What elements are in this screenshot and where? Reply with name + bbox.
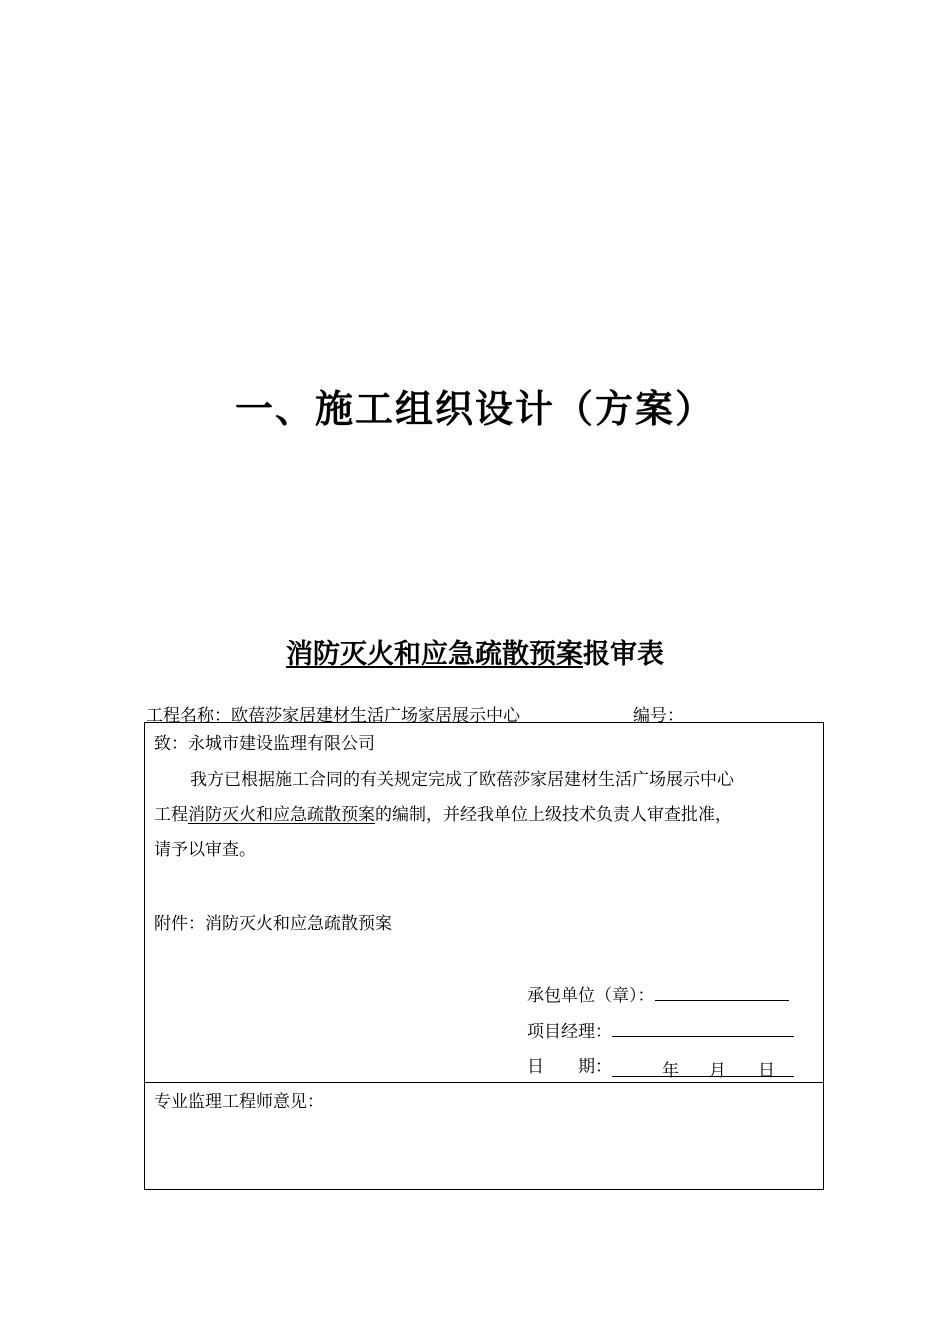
body-line-3: 请予以审查。 xyxy=(154,840,256,860)
body-line-2-suffix: 的编制，并经我单位上级技术负责人审查批准， xyxy=(375,805,732,825)
contractor-signature-blank xyxy=(655,983,789,1001)
form-number-label: 编号： xyxy=(633,706,684,726)
review-form-table xyxy=(144,722,824,1190)
main-title: 一、施工组织设计（方案） xyxy=(234,387,715,431)
manager-row xyxy=(527,1017,794,1042)
contractor-label: 承包单位（章）： xyxy=(527,986,655,1006)
date-row xyxy=(527,1052,794,1081)
month-label: 月 xyxy=(709,1061,726,1081)
date-blank xyxy=(612,1056,794,1081)
body-line-2-underlined: 消防灭火和应急疏散预案 xyxy=(188,805,375,825)
contractor-row xyxy=(527,981,789,1006)
manager-label: 项目经理： xyxy=(527,1022,612,1042)
engineer-opinion-label: 专业监理工程师意见： xyxy=(154,1092,324,1112)
year-label: 年 xyxy=(662,1061,679,1081)
form-title xyxy=(0,632,950,671)
attachment-line: 附件：消防灭火和应急疏散预案 xyxy=(154,914,392,934)
body-line-1: 我方已根据施工合同的有关规定完成了欧蓓莎家居建材生活广场展示中心 xyxy=(190,770,734,790)
form-title-rest: 报审表 xyxy=(583,639,664,670)
project-name-label: 工程名称：欧蓓莎家居建材生活广场家居展示中心 xyxy=(146,706,520,726)
body-line-2 xyxy=(154,800,732,825)
addressee-line: 致：永城市建设监理有限公司 xyxy=(154,734,375,754)
date-label: 日 期： xyxy=(527,1057,612,1077)
table-divider xyxy=(145,1082,823,1083)
day-label: 日 xyxy=(758,1061,775,1081)
form-title-underlined: 消防灭火和应急疏散预案 xyxy=(286,639,583,670)
manager-signature-blank xyxy=(612,1019,794,1037)
body-line-2-prefix: 工程 xyxy=(154,805,188,825)
